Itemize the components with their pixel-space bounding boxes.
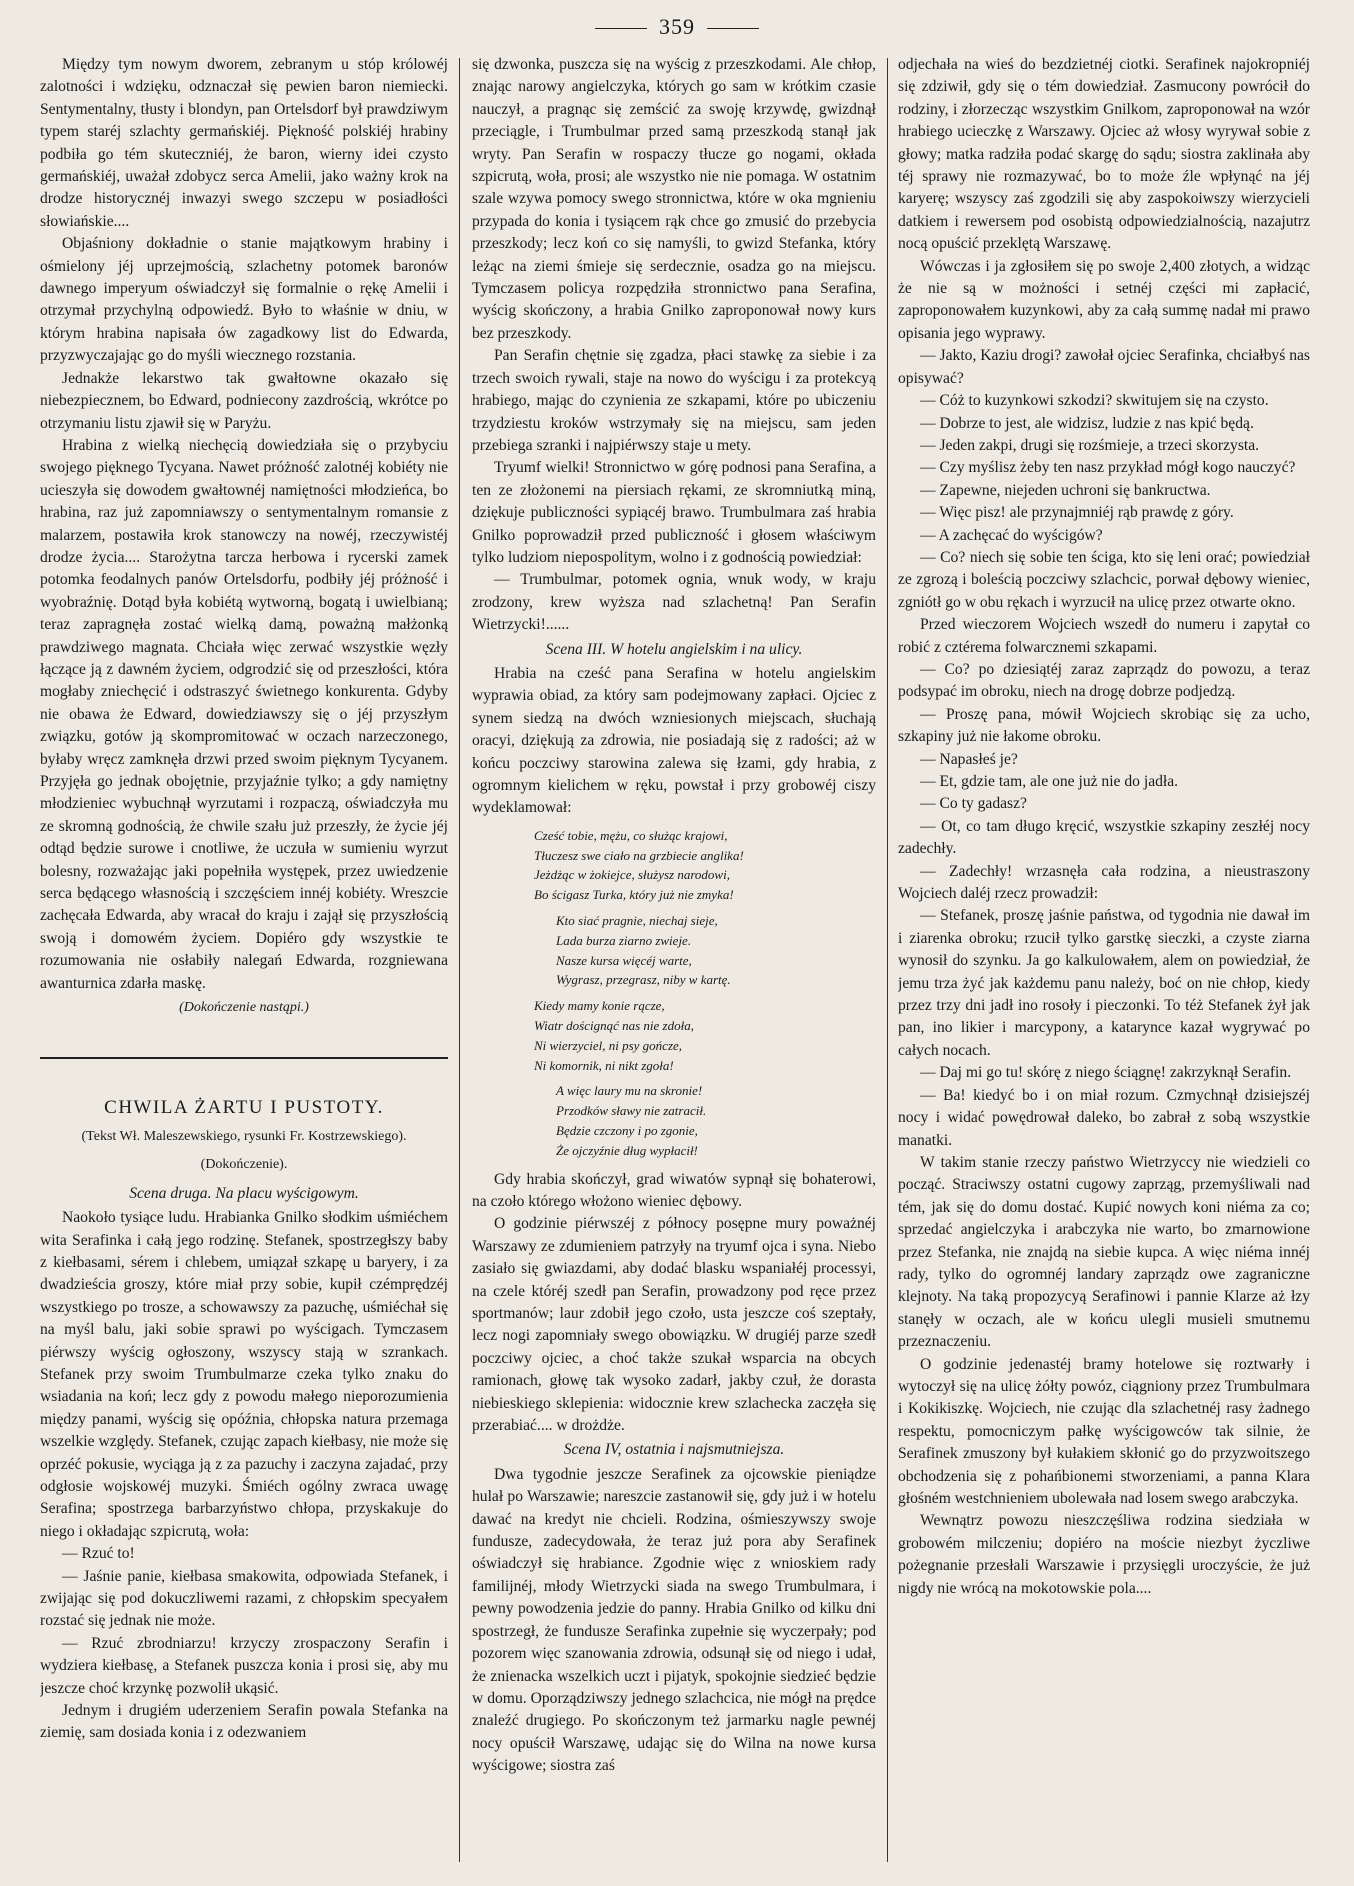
- paragraph: — Trumbulmar, potomek ognia, wnuk wody, w kraju zrodzony, krew wyższa nad szlachetną! Pan Serafin Wietrzycki!......: [472, 571, 876, 634]
- paragraph: — Czy myślisz żeby ten nasz przykład mógł kogo nauczyć?: [920, 459, 1296, 477]
- paragraph: O godzinie piérwszéj z północy posępne mury poważnéj Warszawy ze zdumieniem patrzyły na tryumf ojca i syna. Niebo zasiało się gwiazdami, aby dodać blasku wspaniałéj processyi, na czele któréj szedł pan Serafin, prowadzony pod ręce przez sportmanów; laur zdobił jego czoło, usta jeszcze coś szeptały, lecz nogi zapomniały swego obowiązku. W drugiéj parze szedł poczciwy ojciec, a choć także szukał wsparcia na obcych ramionach, głowę tak wysoko zadarł, jakby czuł, że dorasta niebieskiego sklepienia: widocznie krew szlachecka zaczęła się przerabiać.... w drożdże.: [472, 1215, 876, 1435]
- column-rule-1: [459, 58, 460, 1862]
- paragraph: O godzinie jedenastéj bramy hotelowe się roztwarły i wytoczył się na ulicę żółty powóz, ciągniony przez Trumbulmara i Kokikiszkę. Wojciech, nie czując dla szlachetnéj rasy żadnego respektu, pomocniczym pałkę wyścigowców tak silnie, że Serafinek zmuszony był kułakiem skłonić go do przyzwoitszego obchodzenia się z pohańbionemi stworzeniami, a panna Klara głośném westchnieniem ubolewała nad losem swego arabczyka.: [898, 1355, 1310, 1507]
- paragraph: — Napasłeś je?: [920, 750, 1018, 768]
- paragraph: — Stefanek, proszę jaśnie państwa, od tygodnia nie dawał im i ziarenka obroku; rzucił tylko garstkę sieczki, a czyste ziarna wynosił do szynku. Ja go kalkulowałem, alem on powiedział, że jemu trza żyć jak każdemu panu należy, boć on nie chłop, kiedy przez trzy dni jadł ino rosoły i pieczonki. To téż Stefanek żył jak pan, ino likier i marcypony, a katarynce kazał wygrywać po całych nocach.: [898, 907, 1310, 1059]
- paragraph: — Jeden zakpi, drugi się rozśmieje, a trzeci skorzysta.: [920, 436, 1260, 454]
- paragraph: Między tym nowym dworem, zebranym u stóp królowéj zalotności i wdzięku, odznaczał się pewien baron niemiecki. Sentymentalny, tłusty i blondyn, pan Ortelsdorf był prawdziwym typem staréj szlachty germańskiéj. Piękność polskiéj hrabiny podbiła go tém skuteczniéj, że baron, wierny idei czysto germańskiéj, uważał zdobycz serca Amelii, jako ważny krok na drodze historycznéj inwazyi swego szczepu w posiadłości słowiańskie....: [40, 56, 448, 230]
- poem-stanza: [472, 911, 876, 990]
- paragraph: Dwa tygodnie jeszcze Serafinek za ojcowskie pieniądze hulał po Warszawie; nareszcie zastanowił się, gdy już i w hotelu dawać na kredyt nie chcieli. Rodzina, ośmieszywszy swoje fundusze, zadecydowała, że teraz już pora aby Serafinek oświadczył się hrabiance. Zgodnie więc z wnioskiem rady familijnéj, młody Wietrzycki siada na swego Trumbulmara, i pewny powodzenia jedzie do panny. Hrabia Gnilko od kilku dni spostrzegł, że fundusze Serafinka zupełnie się wyczerpały; pod pozorem więc szanowania zdrowia, odsunął się od niego i udał, że znienacka wszelkich uczt i pijatyk, spokojnie siedzieć będzie w domu. Oporządziwszy jednego szlachcica, nie mógł na prędce znaleźć drugiego. Po skończonym też jarmarku nagle pewnéj nocy opuścił Warszawę, udając się do Wilna na nowe kursa wyścigowe; siostra zaś: [472, 1465, 876, 1775]
- paragraph: — Dobrze to jest, ale widzisz, ludzie z nas kpić będą.: [920, 414, 1254, 432]
- paragraph: Wewnątrz powozu nieszczęśliwa rodzina siedziała w grobowém milczeniu; dopiéro na moście niezbyt życzliwe pożegnanie przesłali Warszawie i przysięgli uroczyście, że już nigdy nie wrócą na mokotowskie pola....: [898, 1512, 1310, 1597]
- paragraph: Hrabia na cześć pana Serafina w hotelu angielskim wyprawia obiad, za który sam podejmowany zapłaci. Ojciec z synem siedzą na dwóch wzniesionych miejscach, słuchają oracyi, dziękują za zdrowia, nie posiadają się z radości; aż w końcu poczciwy starowina zalewa się łzami, gdy hrabia, z ogromnym kielichem w ręku, powstał i przy grobowéj ciszy wydeklamował:: [472, 664, 876, 817]
- column-1: [40, 54, 448, 1866]
- paragraph: — Rzuć to!: [62, 1545, 135, 1563]
- poem-line: Kto siać pragnie, niechaj sieje,: [556, 913, 718, 928]
- paragraph: — A zachęcać do wyścigów?: [920, 526, 1103, 544]
- paragraph: Naokoło tysiące ludu. Hrabianka Gnilko słodkim uśmiéchem wita Serafinka i całą jego rodzinę. Stefanek, spostrzegłszy baby z kiełbasami, sérem i chlebem, umiązał szkapę u baryery, i za dwadzieścia groszy, które miał przy sobie, kupił czémprędzéj wszystkiego po trosze, a schowawszy za pazuchę, uśmiéchał się na myśl balu, jaki sobie sprawi po wyścigach. Tymczasem piérwszy wyścig ogłoszony, wszyscy stają w szrankach. Stefanek przy swoim Trumbulmarze czeka tylko znaku do wsiadania na koń; lecz gdy z powodu małego nieporozumienia między panami, wyścig się opóźnia, chłopska natura przemaga wszelkie względy. Stefanek, czując zapach kiełbasy, nie może się oprzéć pokusie, wyciąga ją z za pazuchy i zaczyna zajadać, przy odgłosie wojskowéj muzyki. Śmiéch ogólny zwraca uwagę Serafina; spostrzega barbarzyństwo chłopa, przyskakuje do niego i okładając szpicrutą, woła:: [40, 1209, 448, 1540]
- page-number-text: 359: [659, 14, 695, 39]
- section-credits: (Tekst Wł. Maleszewskiego, rysunki Fr. Kostrzewskiego).: [81, 1128, 407, 1144]
- paragraph: — Cóż to kuzynkowi szkodzi? skwitujem się na czysto.: [920, 392, 1269, 410]
- paragraph: Jednym i drugiém uderzeniem Serafin powala Stefanka na ziemię, sam dosiada konia i z odezwaniem: [40, 1702, 448, 1742]
- paragraph: W takim stanie rzeczy państwo Wietrzyccy nie wiedzieli co począć. Straciwszy ostatni cugowy zaprząg, przemyśliwali nad tém, jak się do domu dostać. Kupić nowych koni niéma za co; sprzedać angielczyka i arabczyka nie warto, bo zmarnowione przez Stefanka, nie znajdą na siebie kupca. A więc niéma innéj rady, tylko do ogromnéj landary zaprządz owe zagraniczne klejnoty. Na taką propozycyą Serafinowi i pannie Klarze aż łzy stanęły w oczach, ale w końcu ulegli musieli smutnemu przeznaczeniu.: [898, 1153, 1310, 1351]
- paragraph: — Daj mi go tu! skórę z niego ściągnę! zakrzyknął Serafin.: [920, 1064, 1292, 1082]
- poem-line: Wiatr doścignąć nas nie zdoła,: [534, 1017, 694, 1033]
- paragraph: — Ba! kiedyć bo i on miał rozum. Czmychnął dzisiejszéj nocy i widać powędrował daleko, bo zabrał z sobą wszystkie manatki.: [898, 1086, 1310, 1149]
- poem-stanza: [472, 826, 876, 905]
- poem-stanza: [472, 996, 876, 1075]
- paragraph: — Jakto, Kaziu drogi? zawołał ojciec Serafinka, chciałbyś nas opisywać?: [898, 347, 1310, 387]
- paragraph: Gdy hrabia skończył, grad wiwatów sypnął się bohaterowi, na czoło którego włożono wieniec dębowy.: [472, 1170, 876, 1210]
- section-dokonczenie: (Dokończenie).: [200, 1157, 288, 1173]
- poem-stanza: [472, 1081, 876, 1160]
- poem-line: Ni komornik, ni nikt zgoła!: [534, 1057, 674, 1073]
- poem-line: Że ojczyźnie dług wypłacił!: [556, 1142, 698, 1158]
- column-2: [472, 54, 876, 1866]
- paragraph: Wówczas i ja zgłosiłem się po swoje 2,400 złotych, a widząc że nie są w możności i setnéj części mi zapłacić, zaproponowałem kuzynkowi, aby za całą summę nadał mi prawo opisania jego wyprawy.: [898, 257, 1310, 342]
- paragraph: — Jaśnie panie, kiełbasa smakowita, odpowiada Stefanek, i zwijając się pod dokuczliwemi razami, z chłopskim specyałem rozstać się jednak nie może.: [40, 1567, 448, 1630]
- poem-line: Nasze kursa więcéj warte,: [556, 952, 692, 968]
- paragraph: Hrabina z wielką niechęcią dowiedziała się o przybyciu swojego pięknego Tycyana. Nawet próżność zalotnéj kobiéty nie ucieszyła się dowodem gwałtownéj namiętności młodzieńca, bo hrabina, raz już zapomniawszy o sentymentalnym romansie z malarzem, postawiła krok stanowczy na nowéj, rzeczywistéj drodze życia.... Starożytna tarcza herbowa i rycerski zamek potomka feodalnych panów Ortelsdorfu, podbiły jéj próżność i wyobraźnię. Dotąd była kobiétą wytworną, bogatą i uwielbianą; teraz zapragnęła zostać wielką damą, poważną małżonką prawdziwego magnata. Chciała więc zerwać wszystkie węzły łączące ją z dawném życiem, odgrodzić się od przeszłości, która mogłaby zniechęcić i odstraszyć świetnego konkurenta. Gdyby nie obawa że Edward, dowiedziawszy się o jéj przyszłym związku, gotów ją skompromitować w oczach narzeczonego, byłaby wręcz zamknęła drzwi przed swoim pięknym Tycyanem. Przyjęła go jednak obojętnie, przyjaźnie tylko; a gdy namiętny młodzieniec wybuchnął wyrzutami i rozpaczą, oświadczyła mu ze skromną godnością, że chwile szału już przeszły, że życie jéj odtąd będzie surowe i cnotliwe, że uczuła w sumieniu wyrzut bolesny, rozważając jaki popełniła występek, przez uwiedzenie serca będącego własnością i szczęściem innéj kobiéty. Wreszcie zachęcała Edwarda, aby wracał do kraju i zajął się przyszłością swoją i domowém życiem. Dopiéro gdy wszystkie te rozumowania nie osłabiły nalegań Edwarda, rozgniewana awanturnica zdarła maskę.: [40, 436, 448, 992]
- paragraph: — Proszę pana, mówił Wojciech skrobiąc się za ucho, szkapiny już nie łakome obroku.: [898, 705, 1310, 746]
- paragraph: — Et, gdzie tam, ale one już nie do jadła.: [920, 773, 1179, 790]
- poem-line: Tłuczesz swe ciało na grzbiecie anglika!: [534, 847, 744, 863]
- continued-note: (Dokończenie nastąpi.): [179, 1000, 309, 1016]
- poem-line: Jeżdżąc w żokiejce, służysz narodowi,: [534, 867, 730, 883]
- paragraph: Tryumf wielki! Stronnictwo w górę podnosi pana Serafina, a ten ze złożonemi na piersiach rękami, ze skromniutką miną, dziękuje publiczności sypiącéj brawo. Trumbulmara zaś hrabia Gnilko poprowadził przed publiczność i głosem właściwym tylko ludziom niepospolitym, wolno i z godnością powiedział:: [472, 459, 876, 566]
- scene-title: Scena druga. Na placu wyścigowym.: [129, 1184, 359, 1202]
- poem-line: Przodków sławy nie zatracił.: [556, 1103, 707, 1119]
- poem-line: Będzie czczony i po zgonie,: [556, 1122, 698, 1138]
- page-number: [0, 14, 1354, 40]
- paragraph: Jednakże lekarstwo tak gwałtowne okazało się niebezpiecznem, bo Edward, podniecony zazdrością, wkrótce po otrzymaniu listu zjawił się w Paryżu.: [40, 369, 448, 432]
- poem: [472, 826, 876, 1161]
- paragraph: — Więc pisz! ale przynajmniéj rąb prawdę z góry.: [920, 504, 1234, 522]
- page-number-dash-right: [707, 28, 759, 29]
- paragraph: — Zapewne, niejeden uchroni się bankructwa.: [920, 481, 1211, 499]
- paragraph: Objaśniony dokładnie o stanie majątkowym hrabiny i ośmielony jéj uprzejmością, szlachetny potomek baronów dawnego imperyum oświadczył się formalnie o rękę Amelii i otrzymał przychylną odpowiedź. Było to właśnie w dniu, w którym hrabina napisała ów zagadkowy list do Edwarda, przyzwyczajając go do myśli wiecznego rozstania.: [40, 235, 448, 365]
- poem-line: Cześć tobie, mężu, co służąc krajowi,: [534, 827, 728, 843]
- poem-line: Wygrasz, przegrasz, niby w kartę.: [556, 972, 731, 988]
- paragraph: — Co ty gadasz?: [920, 795, 1027, 813]
- poem-line: Ni wierzyciel, ni psy gończe,: [534, 1037, 683, 1053]
- section-separator: [40, 1057, 448, 1059]
- column-3: [898, 54, 1310, 1866]
- scene-title: Scena IV, ostatnia i najsmutniejsza.: [563, 1441, 785, 1459]
- poem-line: A więc laury mu na skronie!: [556, 1083, 703, 1099]
- paragraph: Przed wieczorem Wojciech wszedł do numeru i zapytał co robić z cztérema folwarcznemi szkapami.: [898, 616, 1310, 656]
- paragraph: Pan Serafin chętnie się zgadza, płaci stawkę za siebie i za trzech swoich rywali, staje na nowo do wyścigu i za protekcyą hrabiego, mając do czynienia ze szkapami, które po ubiczeniu trzydziestu kroków wstrzymały się na miejscu, sam jeden przebiega szranki i najpiérwszy staje u mety.: [472, 347, 876, 454]
- page-number-dash-left: [595, 28, 647, 29]
- poem-line: Kiedy mamy konie rącze,: [534, 998, 665, 1014]
- poem-line: Lada burza ziarno zwieje.: [556, 932, 692, 948]
- section-heading: CHWILA ŻARTU I PUSTOTY.: [104, 1097, 384, 1119]
- poem-line: Bo ścigasz Turka, który już nie zmyka!: [534, 887, 734, 903]
- paragraph: odjechała na wieś do bezdzietnéj ciotki. Serafinek najokropniéj się zdziwił, gdy się o tém dowiedział. Zasmucony powrócił do rodziny, i złorzecząc wszystkim Gnilkom, zaproponował na wzór hrabiego ucieczkę z Warszawy. Ojciec aż włosy wyrywał sobie z głowy; matka radziła podać skargę do sądu; siostra zaklinała aby téj sprawy nie rozmazywać, bo to może źle wpłynąć na jéj karyerę; wszyscy zaś zgodzili się aby zaspokoiwszy wierzycieli datkiem i rewersem pod osobistą odpowiedzialnością, nazajutrz nocą opuścić przeklętą Warszawę.: [898, 56, 1310, 253]
- paragraph: się dzwonka, puszcza się na wyścig z przeszkodami. Ale chłop, znając narowy angielczyka, których go sam w krótkim czasie nauczył, a pragnąc się zemścić za swoję krzywdę, gwizdnął przeciągle, i Trumbulmar przed samą przeszkodą stanął jak wryty. Pan Serafin w rospaczy tłucze go nogami, okłada szpicrutą, woła, prosi; ale wszystko nie nie pomaga. W ostatnim szale wzywa pomocy swego stronnictwa, które w oka mgnieniu przypada do konia i tysiącem rąk chce go zmusić do przebycia przeszkody; lecz koń co się namyśli, to gwizd Stefanka, który leżąc na ziemi śmieje się serdecznie, osadza go na miejscu. Tymczasem policya rozpędziła stronnictwo pana Serafina, wyścig skończony, a hrabia Gnilko zaproponował nowy kurs bez przeszkody.: [472, 56, 876, 342]
- column-rule-2: [887, 58, 888, 1862]
- scene-title: Scena III. W hotelu angielskim i na ulicy.: [545, 640, 803, 658]
- paragraph: — Rzuć zbrodniarzu! krzyczy zrospaczony Serafin i wydziera kiełbasę, a Stefanek puszcza konia i prosi się, aby mu jeszcze choć krzynkę pozwolił ukąsić.: [40, 1634, 448, 1697]
- paragraph: — Zadechły! wrzasnęła cała rodzina, a nieustraszony Wojciech daléj rzecz prowadził:: [898, 862, 1310, 903]
- paragraph: — Ot, co tam długo kręcić, wszystkie szkapiny zeszłéj nocy zadechły.: [898, 817, 1310, 858]
- paragraph: — Co? po dziesiątéj zaraz zaprządz do powozu, a teraz podsypać im obroku, niech na drogę dobrze podjedzą.: [898, 660, 1310, 701]
- paragraph: — Co? niech się sobie ten ściga, kto się leni orać; powiedział ze zgrozą i boleścią poczciwy szlachcic, porwał dębowy wieniec, zgniótł go w obu rękach i wyrzucił na ulicę przez otwarte okno.: [898, 548, 1310, 611]
